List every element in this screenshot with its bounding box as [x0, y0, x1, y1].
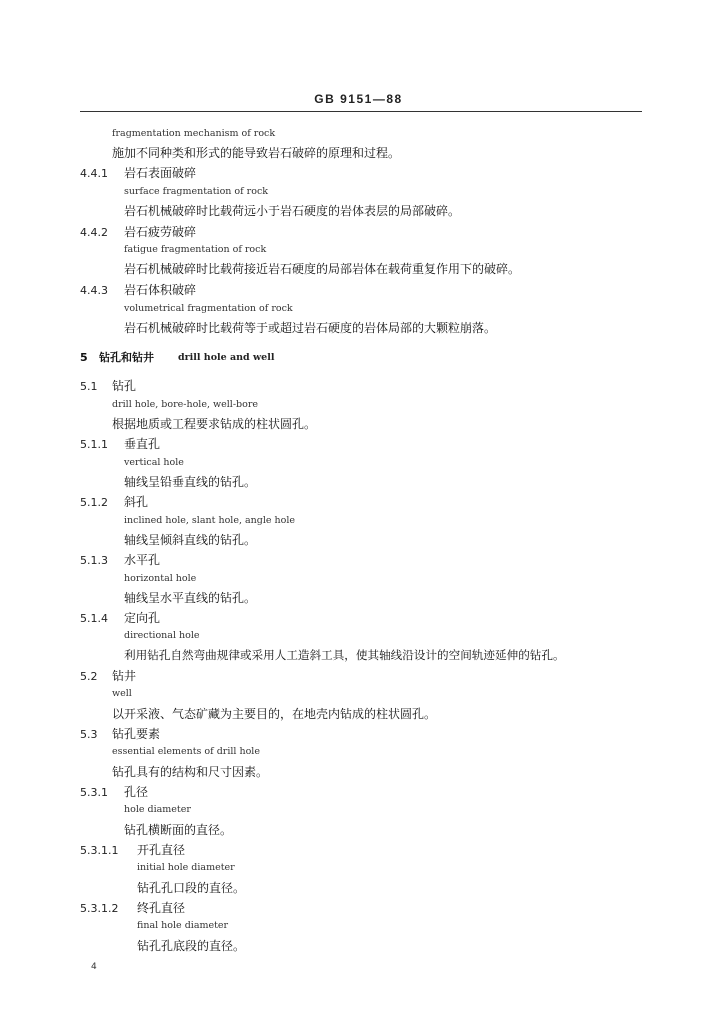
entry-english: surface fragmentation of rock: [124, 186, 269, 197]
section-number: 5: [80, 351, 88, 364]
entry-english: fatigue fragmentation of rock: [124, 244, 267, 255]
header-rule: [80, 111, 642, 112]
entry-definition: 轴线呈铅垂直线的钻孔。: [124, 475, 257, 489]
entry-number: 5.1: [80, 380, 98, 393]
entry-english: initial hole diameter: [137, 862, 235, 873]
entry-term: 岩石疲劳破碎: [124, 225, 197, 239]
entry-term: 岩石表面破碎: [124, 166, 197, 180]
entry-english: inclined hole, slant hole, angle hole: [124, 515, 296, 526]
entry-number: 5.3.1.2: [80, 902, 119, 915]
entry-term: 钻孔要素: [112, 727, 161, 741]
intro-english: fragmentation mechanism of rock: [112, 128, 276, 139]
entry-english: final hole diameter: [137, 920, 229, 931]
entry-english: horizontal hole: [124, 573, 197, 584]
entry-definition: 钻孔具有的结构和尺寸因素。: [112, 765, 269, 779]
section-english-title: drill hole and well: [178, 352, 275, 363]
entry-english: vertical hole: [124, 457, 184, 468]
entry-definition: 利用钻孔自然弯曲规律或采用人工造斜工具，使其轴线沿设计的空间轨迹延伸的钻孔。: [124, 648, 565, 662]
entry-definition: 钻孔横断面的直径。: [124, 823, 233, 837]
entry-term: 水平孔: [124, 553, 161, 567]
entry-english: well: [112, 688, 132, 699]
entry-term: 钻井: [112, 669, 137, 683]
entry-definition: 岩石机械破碎时比载荷远小于岩石硬度的岩体表层的局部破碎。: [124, 204, 461, 218]
entry-english: volumetrical fragmentation of rock: [124, 303, 293, 314]
entry-number: 5.3.1.1: [80, 844, 119, 857]
entry-english: drill hole, bore-hole, well-bore: [112, 399, 259, 410]
entry-definition: 岩石机械破碎时比载荷接近岩石硬度的局部岩体在载荷重复作用下的破碎。: [124, 262, 521, 276]
entry-term: 垂直孔: [124, 437, 161, 451]
entry-number: 5.1.2: [80, 496, 108, 509]
section-title: 钻孔和钻井: [99, 351, 154, 364]
entry-english: essential elements of drill hole: [112, 746, 260, 757]
entry-number: 5.1.1: [80, 438, 108, 451]
entry-definition: 以开采液、气态矿藏为主要目的，在地壳内钻成的柱状圆孔。: [112, 707, 437, 721]
entry-definition: 轴线呈倾斜直线的钻孔。: [124, 533, 257, 547]
entry-term: 定向孔: [124, 611, 161, 625]
entry-definition: 轴线呈水平直线的钻孔。: [124, 591, 257, 605]
entry-number: 4.4.3: [80, 284, 108, 297]
entry-term: 开孔直径: [137, 843, 186, 857]
entry-number: 5.1.4: [80, 612, 108, 625]
entry-english: directional hole: [124, 630, 200, 641]
entry-number: 5.3: [80, 728, 98, 741]
entry-term: 斜孔: [124, 495, 149, 509]
entry-number: 5.2: [80, 670, 98, 683]
entry-term: 终孔直径: [137, 901, 186, 915]
entry-number: 5.3.1: [80, 786, 108, 799]
entry-definition: 根据地质或工程要求钻成的柱状圆孔。: [112, 417, 317, 431]
page-number: 4: [91, 962, 97, 972]
entry-term: 岩石体积破碎: [124, 283, 197, 297]
entry-term: 孔径: [124, 785, 149, 799]
entry-number: 4.4.1: [80, 167, 108, 180]
entry-english: hole diameter: [124, 804, 191, 815]
entry-definition: 岩石机械破碎时比载荷等于或超过岩石硬度的岩体局部的大颗粒崩落。: [124, 321, 497, 335]
entry-term: 钻孔: [112, 379, 137, 393]
entry-number: 4.4.2: [80, 226, 108, 239]
entry-definition: 钻孔孔口段的直径。: [137, 881, 246, 895]
intro-definition: 施加不同种类和形式的能导致岩石破碎的原理和过程。: [112, 146, 401, 160]
entry-definition: 钻孔孔底段的直径。: [137, 939, 246, 953]
entry-number: 5.1.3: [80, 554, 108, 567]
standard-code-header: GB 9151—88: [314, 92, 403, 106]
